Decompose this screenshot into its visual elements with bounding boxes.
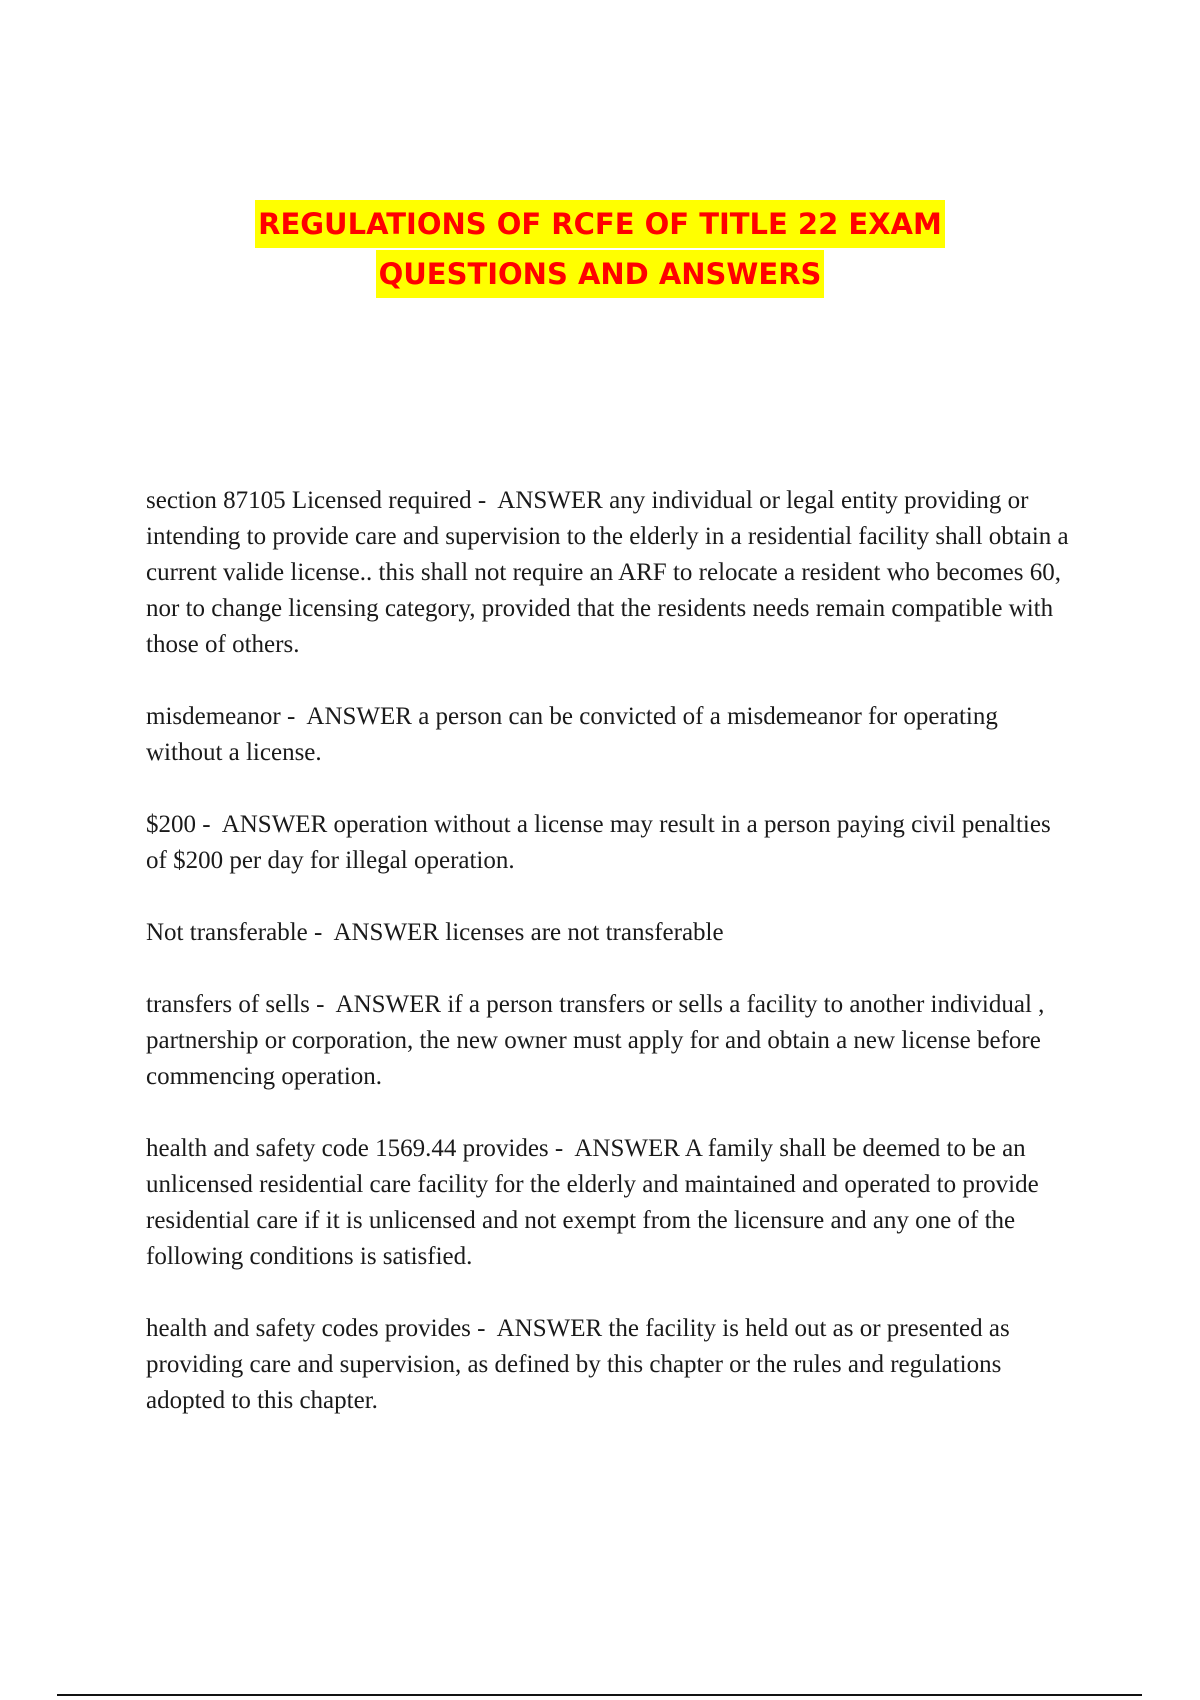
answer-label: ANSWER [333, 919, 439, 946]
footer-rule [57, 1694, 1142, 1696]
qa-answer: A family shall be deemed to be an unlicensed residential care facility for the elderly and maintained and operated to provide residential care if it is unlicensed and not exempt from the licensure and any one of the following conditions is satisfied. [146, 1135, 1039, 1270]
answer-label: ANSWER [335, 991, 442, 1018]
title-line-2: QUESTIONS AND ANSWERS [376, 250, 825, 298]
qa-answer: the facility is held out as or presented as providing care and supervision, as defined by this chapter or the rules and regulations adopted to this chapter. [146, 1315, 1010, 1414]
qa-term: $200 [146, 811, 196, 838]
qa-item: $200 - ANSWER operation without a license may result in a person paying civil penalties of $200 per day for illegal operation. [146, 811, 1051, 874]
qa-term: misdemeanor [146, 703, 281, 730]
answer-label: ANSWER [306, 703, 412, 730]
answer-label: ANSWER [221, 811, 328, 838]
qa-item: health and safety code 1569.44 provides - ANSWER A family shall be deemed to be an unlicensed residential care facility for the elderly and maintained and operated to provide residential care if it is unlicensed and not exempt from the licensure and any one of the following conditions is satisfied. [146, 1135, 1039, 1270]
qa-item: misdemeanor - ANSWER a person can be convicted of a misdemeanor for operating without a license. [146, 703, 998, 766]
qa-answer: any individual or legal entity providing or intending to provide care and supervision to the elderly in a residential facility shall obtain a current valide license.. this shall not require an ARF to relocate a resident who becomes 60, nor to change licensing category, provided that the residents needs remain compatible with those of others. [146, 487, 1069, 658]
qa-term: health and safety codes provides [146, 1315, 471, 1342]
qa-term: health and safety code 1569.44 provides [146, 1135, 549, 1162]
qa-answer: if a person transfers or sells a facility to another individual , partnership or corporation, the new owner must apply for and obtain a new license before commencing operation. [146, 991, 1045, 1090]
qa-answer: operation without a license may result in a person paying civil penalties of $200 per day for illegal operation. [146, 811, 1051, 874]
qa-list [146, 483, 1071, 1455]
answer-label: ANSWER [574, 1135, 680, 1162]
qa-answer: a person can be convicted of a misdemeanor for operating without a license. [146, 703, 998, 766]
answer-label: ANSWER [497, 487, 603, 514]
qa-answer: licenses are not transferable [445, 919, 724, 946]
answer-label: ANSWER [496, 1315, 603, 1342]
qa-item: transfers of sells - ANSWER if a person transfers or sells a facility to another individual , partnership or corporation, the new owner must apply for and obtain a new license before commencing operation. [146, 991, 1045, 1090]
qa-item: Not transferable - ANSWER licenses are not transferable [146, 919, 724, 946]
qa-item: section 87105 Licensed required - ANSWER any individual or legal entity providing or intending to provide care and supervision to the elderly in a residential facility shall obtain a current valide license.. this shall not require an ARF to relocate a resident who becomes 60, nor to change licensing category, provided that the residents needs remain compatible with those of others. [146, 487, 1069, 658]
title-line-1: REGULATIONS OF RCFE OF TITLE 22 EXAM [255, 200, 945, 248]
qa-term: transfers of sells [146, 991, 310, 1018]
qa-term: section 87105 Licensed required [146, 487, 472, 514]
qa-item: health and safety codes provides - ANSWER the facility is held out as or presented as providing care and supervision, as defined by this chapter or the rules and regulations adopted to this chapter. [146, 1315, 1010, 1414]
qa-term: Not transferable [146, 919, 308, 946]
document-title [0, 200, 1200, 300]
